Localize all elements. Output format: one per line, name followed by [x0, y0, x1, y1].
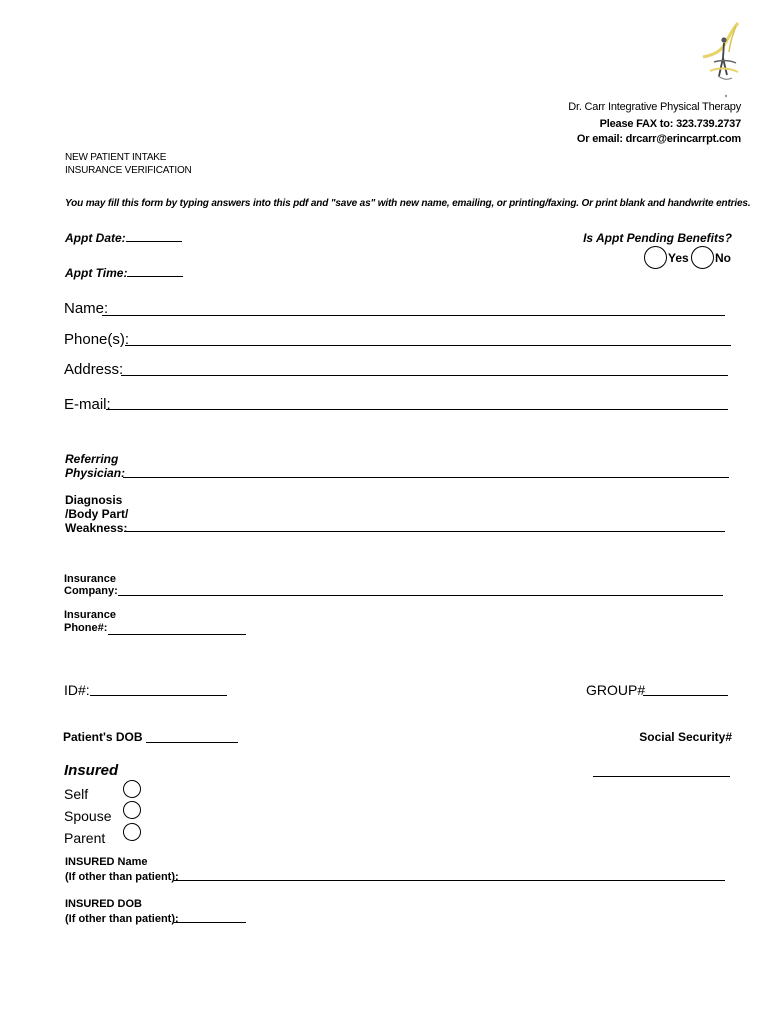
- insured-spouse-radio[interactable]: [123, 801, 141, 819]
- appt-date-field[interactable]: [65, 231, 182, 245]
- insured-parent-radio[interactable]: [123, 823, 141, 841]
- insured-name-label-line1: INSURED Name: [65, 856, 148, 868]
- id-field[interactable]: [90, 695, 227, 696]
- insured-name-label: [65, 855, 179, 885]
- address-label: Address:: [64, 361, 124, 378]
- patient-dob-field[interactable]: [146, 742, 238, 743]
- insured-self-label: Self: [64, 786, 89, 802]
- insured-name-label-line2: (If other than patient):: [65, 871, 179, 883]
- referring-label-line2: Physician:: [65, 466, 126, 480]
- contact-email: Or email: drcarr@erincarrpt.com: [576, 133, 741, 145]
- appt-time-field[interactable]: [65, 266, 183, 280]
- appt-date-label: Appt Date:: [65, 231, 126, 245]
- name-label: Name:: [64, 300, 109, 317]
- diagnosis-field[interactable]: [124, 531, 725, 532]
- insurance-phone-field[interactable]: [108, 634, 246, 635]
- id-label: ID#:: [64, 682, 90, 698]
- insurance-company-label-line1: Insurance: [64, 573, 116, 585]
- yes-label: Yes: [668, 251, 689, 265]
- insured-dob-label-line2: (If other than patient):: [65, 913, 179, 925]
- insurance-phone-label-line1: Insurance: [64, 609, 116, 621]
- insurance-company-field[interactable]: [118, 595, 723, 596]
- name-field[interactable]: [102, 315, 725, 316]
- email-field[interactable]: [106, 409, 728, 410]
- insured-dob-field[interactable]: [174, 922, 246, 923]
- appt-date-line: [126, 241, 182, 242]
- ssn-field[interactable]: [593, 776, 730, 777]
- insured-parent-label: Parent: [64, 830, 106, 846]
- appt-time-label: Appt Time:: [65, 266, 128, 280]
- pending-benefits-label: Is Appt Pending Benefits?: [583, 231, 732, 245]
- insured-heading: Insured: [64, 762, 119, 779]
- no-radio[interactable]: [691, 246, 714, 269]
- logo: [700, 20, 748, 100]
- fax-number: Please FAX to: 323.739.2737: [599, 118, 741, 130]
- address-field[interactable]: [121, 375, 728, 376]
- insurance-phone-label: [64, 609, 116, 635]
- insured-spouse-label: Spouse: [64, 808, 112, 824]
- no-label: No: [715, 251, 731, 265]
- referring-label-line1: Referring: [65, 452, 119, 466]
- diagnosis-label: [65, 493, 128, 535]
- insured-self-radio[interactable]: [123, 780, 141, 798]
- insured-name-field[interactable]: [174, 880, 725, 881]
- ssn-label: Social Security#: [639, 730, 732, 744]
- diagnosis-label-line2: /Body Part/: [65, 507, 129, 521]
- form-title-line2: INSURANCE VERIFICATION: [65, 165, 192, 176]
- insurance-company-label-line2: Company:: [64, 585, 118, 597]
- insurance-phone-label-line2: Phone#:: [64, 622, 108, 634]
- group-label: GROUP#: [586, 682, 646, 698]
- insurance-company-label: [64, 573, 118, 597]
- insured-dob-label-line1: INSURED DOB: [65, 898, 143, 910]
- referring-field[interactable]: [123, 477, 729, 478]
- email-label: E-mail:: [64, 396, 111, 413]
- referring-label: [65, 452, 125, 480]
- appt-time-line: [127, 276, 183, 277]
- patient-dob-label: Patient's DOB: [63, 730, 143, 744]
- yes-radio[interactable]: [644, 246, 667, 269]
- form-title-line1: NEW PATIENT INTAKE: [65, 152, 167, 163]
- group-field[interactable]: [643, 695, 728, 696]
- diagnosis-label-line3: Weakness:: [65, 521, 128, 535]
- insured-dob-label: [65, 897, 179, 927]
- instructions: You may fill this form by typing answers into this pdf and "save as" with new name, emailing, or printing/faxing. Or print blank and handwrite entries.: [65, 198, 751, 209]
- diagnosis-label-line1: Diagnosis: [65, 493, 123, 507]
- phones-label: Phone(s):: [64, 331, 130, 348]
- practice-name: Dr. Carr Integrative Physical Therapy: [568, 101, 741, 113]
- phones-field[interactable]: [125, 345, 731, 346]
